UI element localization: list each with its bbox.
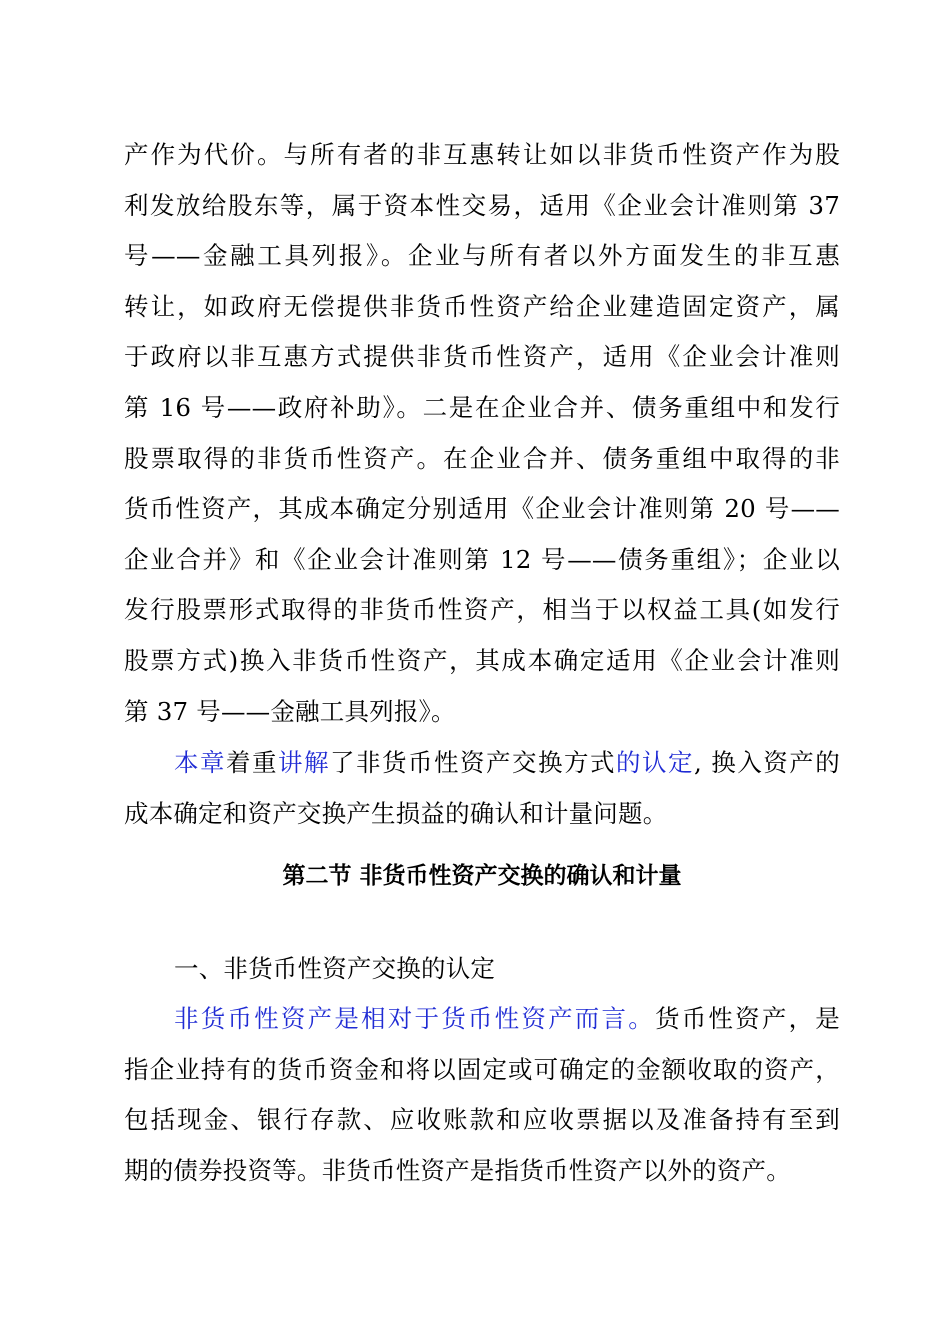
text-line [124,994,840,1045]
inline-text: , 换入资产的 [694,748,840,777]
paragraph-monetary-assets-definition [124,994,840,1196]
text-line: 发行股票形式取得的非货币性资产，相当于以权益工具(如发行 [124,595,840,625]
text-line: 期的债券投资等。非货币性资产是指货币性资产以外的资产。 [124,1155,791,1185]
inline-text: 货币性资产，是 [654,1004,840,1033]
text-line: 第 16 号——政府补助》。二是在企业合并、债务重组中和发行 [124,392,840,422]
inline-text: 着重 [226,748,278,777]
paragraph-chapter-focus [124,738,840,839]
text-line: 转让，如政府无偿提供非货币性资产给企业建造固定资产，属 [124,291,840,321]
hyperlink-text[interactable]: 的认定 [616,748,694,777]
text-line: 利发放给股东等，属于资本性交易，适用《企业会计准则第 37 [124,190,840,220]
text-line: 成本确定和资产交换产生损益的确认和计量问题。 [124,798,668,828]
text-line: 产作为代价。与所有者的非互惠转让如以非货币性资产作为股 [124,140,840,169]
text-line: 号——金融工具列报》。企业与所有者以外方面发生的非互惠 [124,241,840,271]
text-line: 股票方式)换入非货币性资产，其成本确定适用《企业会计准则 [124,645,840,675]
hyperlink-text[interactable]: 非货币性资产是相对于货币性资产而言。 [174,1004,655,1033]
text-line: 包括现金、银行存款、应收账款和应收票据以及准备持有至到 [124,1105,840,1135]
hyperlink-text[interactable]: 本章 [174,748,226,777]
text-line: 股票取得的非货币性资产。在企业合并、债务重组中取得的非 [124,443,840,473]
hyperlink-text[interactable]: 讲解 [278,748,330,777]
text-line: 于政府以非互惠方式提供非货币性资产，适用《企业会计准则 [124,342,840,372]
text-line: 货币性资产，其成本确定分别适用《企业会计准则第 20 号—— [124,494,840,524]
subheading: 一、非货币性资产交换的认定 [174,954,496,983]
text-line: 第 37 号——金融工具列报》。 [124,696,456,726]
text-line [124,738,840,789]
paragraph-non-reciprocal-transfers [124,130,840,737]
section-heading: 第二节 非货币性资产交换的确认和计量 [282,863,682,889]
text-line: 指企业持有的货币资金和将以固定或可确定的金额收取的资产， [124,1054,840,1084]
text-line: 企业合并》和《企业会计准则第 12 号——债务重组》；企业以 [124,544,840,574]
inline-text: 了非货币性资产交换方式 [330,748,616,777]
